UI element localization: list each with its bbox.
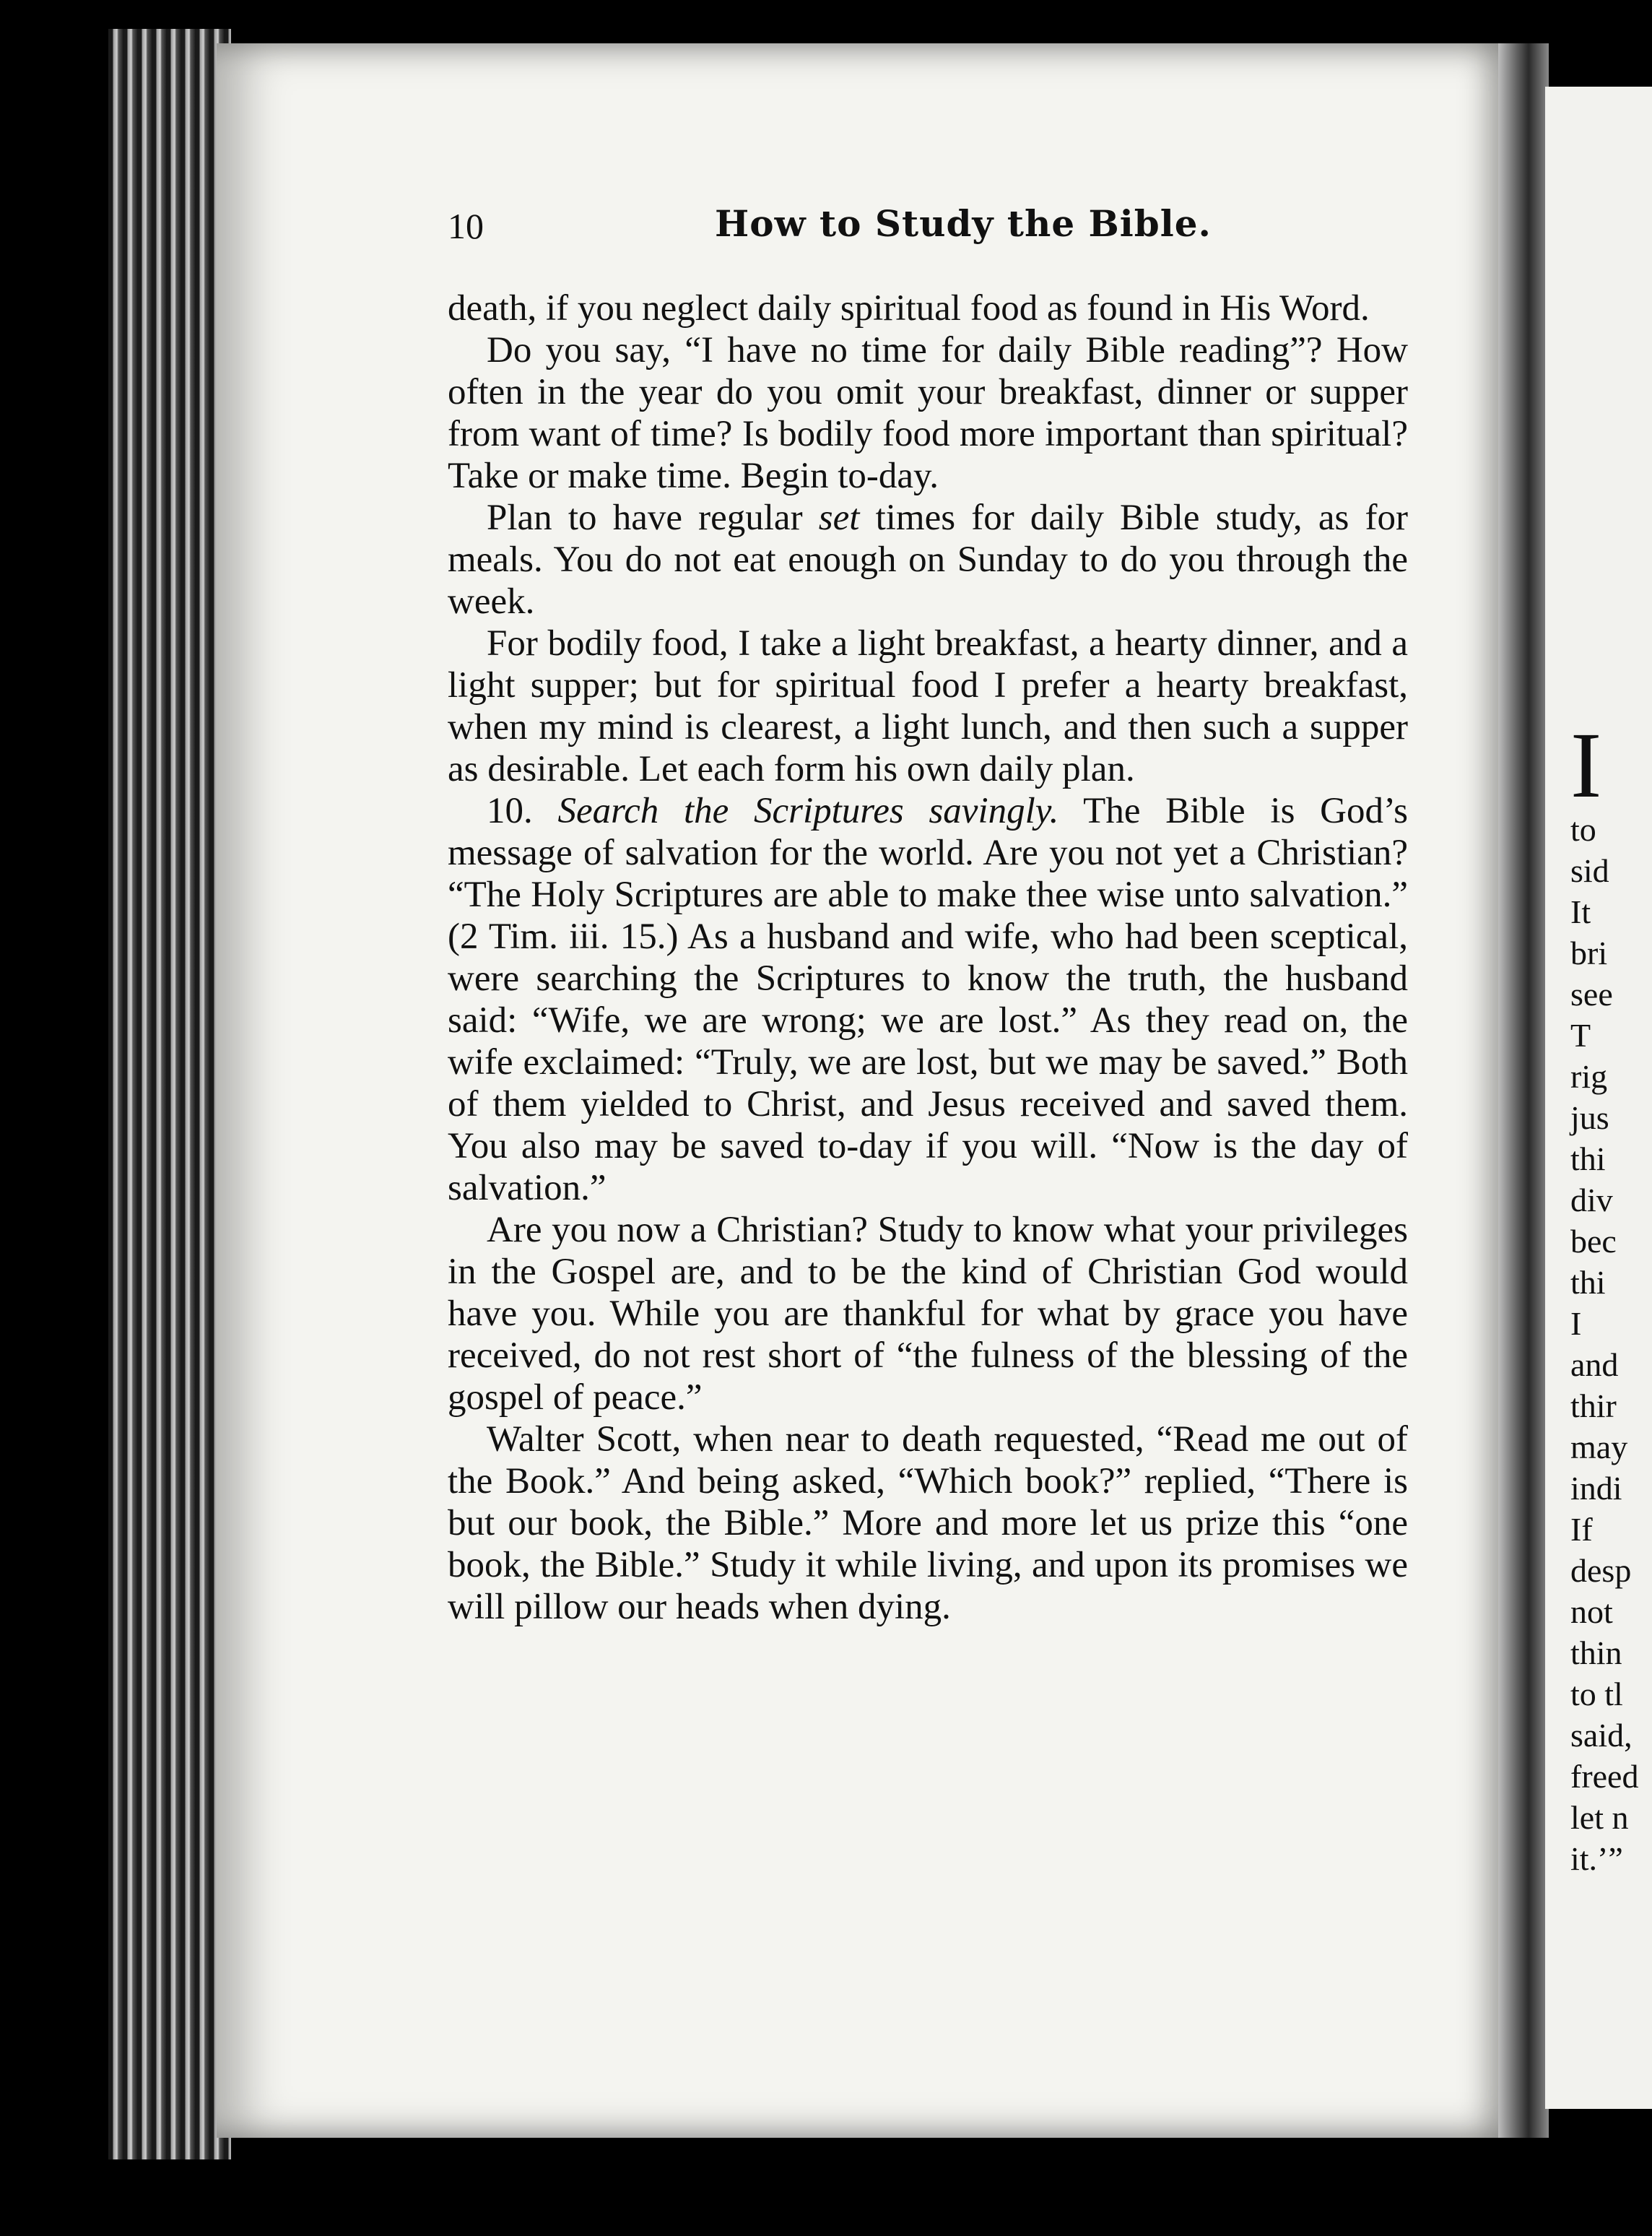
facing-page-fragment: thir	[1570, 1387, 1617, 1424]
paragraph-text: Are you now a Christian? Study to know what your privileges in the Gospel are, and to be the kind of Christian God would have you. While you are thankful for what by grace you have received, do not rest short of “the fulness of the blessing of the gospel of peace.”	[448, 1210, 1408, 1418]
paragraph-text: death, if you neglect daily spiritual food as found in His Word.	[448, 288, 1370, 329]
facing-page-fragment: bec	[1570, 1223, 1617, 1260]
facing-page-fragment: see	[1570, 976, 1613, 1013]
facing-page-fragment: to	[1570, 811, 1596, 848]
facing-page-fragment: desp	[1570, 1552, 1632, 1589]
facing-page-fragment: and	[1570, 1346, 1619, 1383]
facing-page-fragment: rig	[1570, 1058, 1608, 1095]
paragraph-text: Walter Scott, when near to death requested, “Read me out of the Book.” And being asked, “Which book?” replied, “There is but our book, the Bible.” More and more let us prize this “one book, the Bible.” Study it while living, and upon its promises we will pillow our heads when dying.	[448, 1419, 1408, 1627]
paragraph	[448, 790, 1408, 1209]
paragraph	[448, 329, 1408, 497]
facing-page-fragment: not	[1570, 1593, 1613, 1630]
paragraph-text: 10.	[487, 791, 558, 831]
book-spine-edge	[108, 29, 231, 2159]
page-header	[448, 199, 1408, 264]
italic-text: set	[818, 498, 860, 538]
page-number: 10	[448, 206, 484, 246]
facing-page-fragment: may	[1570, 1429, 1628, 1465]
facing-page-fragment: thin	[1570, 1634, 1622, 1671]
running-title: How to Study the Bible.	[715, 202, 1212, 245]
facing-page-fragment: indi	[1570, 1470, 1622, 1507]
paragraph-text: The Bible is God’s message of salvation for the world. Are you not yet a Christian? “The Holy Scriptures are able to make thee wise unto salvation.” (2 Tim. iii. 15.) As a husband and wife, who had been sceptical, were searching the Scriptures to know the truth, the husband said: “Wife, we are wrong; we are lost.” As they read on, the wife exclaimed: “Truly, we are lost, but we may be saved.” Both of them yielded to Christ, and Jesus received and saved them. You also may be saved to-day if you will. “Now is the day of salvation.”	[448, 791, 1408, 1208]
paragraph-text: For bodily food, I take a light breakfast, a hearty dinner, and a light supper; but for spiritual food I prefer a hearty breakfast, when my mind is clearest, a light lunch, and then such a supper as desirable. Let each form his own daily plan.	[448, 623, 1408, 789]
facing-page-fragment: thi	[1570, 1264, 1606, 1301]
facing-page-fragment: jus	[1570, 1099, 1609, 1136]
paragraph	[448, 1209, 1408, 1418]
facing-page-fragment: said,	[1570, 1717, 1633, 1754]
page-gutter	[1498, 43, 1549, 2138]
facing-page-fragment: I	[1570, 714, 1602, 818]
facing-page-fragment: thi	[1570, 1140, 1606, 1177]
facing-page-fragment: freed	[1570, 1758, 1639, 1795]
paragraph	[448, 497, 1408, 623]
paragraph-text: Do you say, “I have no time for daily Bible reading”? How often in the year do you omit your breakfast, dinner or supper from want of time? Is bodily food more important than spiritual? Take or make time. Begin to-day.	[448, 330, 1408, 496]
facing-page-text-fragments	[1570, 714, 1652, 1879]
paragraph-text: times for daily Bible study, as for meals. You do not eat enough on Sunday to do you through the week.	[448, 498, 1408, 622]
paragraph	[448, 1418, 1408, 1628]
facing-page-fragment: If	[1570, 1511, 1593, 1548]
facing-page-fragment: it.’”	[1570, 1840, 1623, 1877]
paragraph-text: Plan to have regular	[487, 498, 819, 538]
paragraph	[448, 623, 1408, 790]
facing-page-fragment: to tl	[1570, 1676, 1623, 1712]
paragraph	[448, 287, 1408, 329]
italic-text: Search the Scriptures savingly.	[557, 791, 1059, 831]
facing-page-fragment: It	[1570, 893, 1591, 930]
facing-page-fragment: sid	[1570, 852, 1609, 889]
facing-page-fragment: I	[1570, 1305, 1582, 1342]
body-text	[448, 287, 1408, 1628]
facing-page-fragment: bri	[1570, 935, 1608, 971]
facing-page-fragment: T	[1570, 1017, 1591, 1054]
facing-page-fragment: div	[1570, 1182, 1613, 1218]
facing-page-fragment: let n	[1570, 1799, 1629, 1836]
